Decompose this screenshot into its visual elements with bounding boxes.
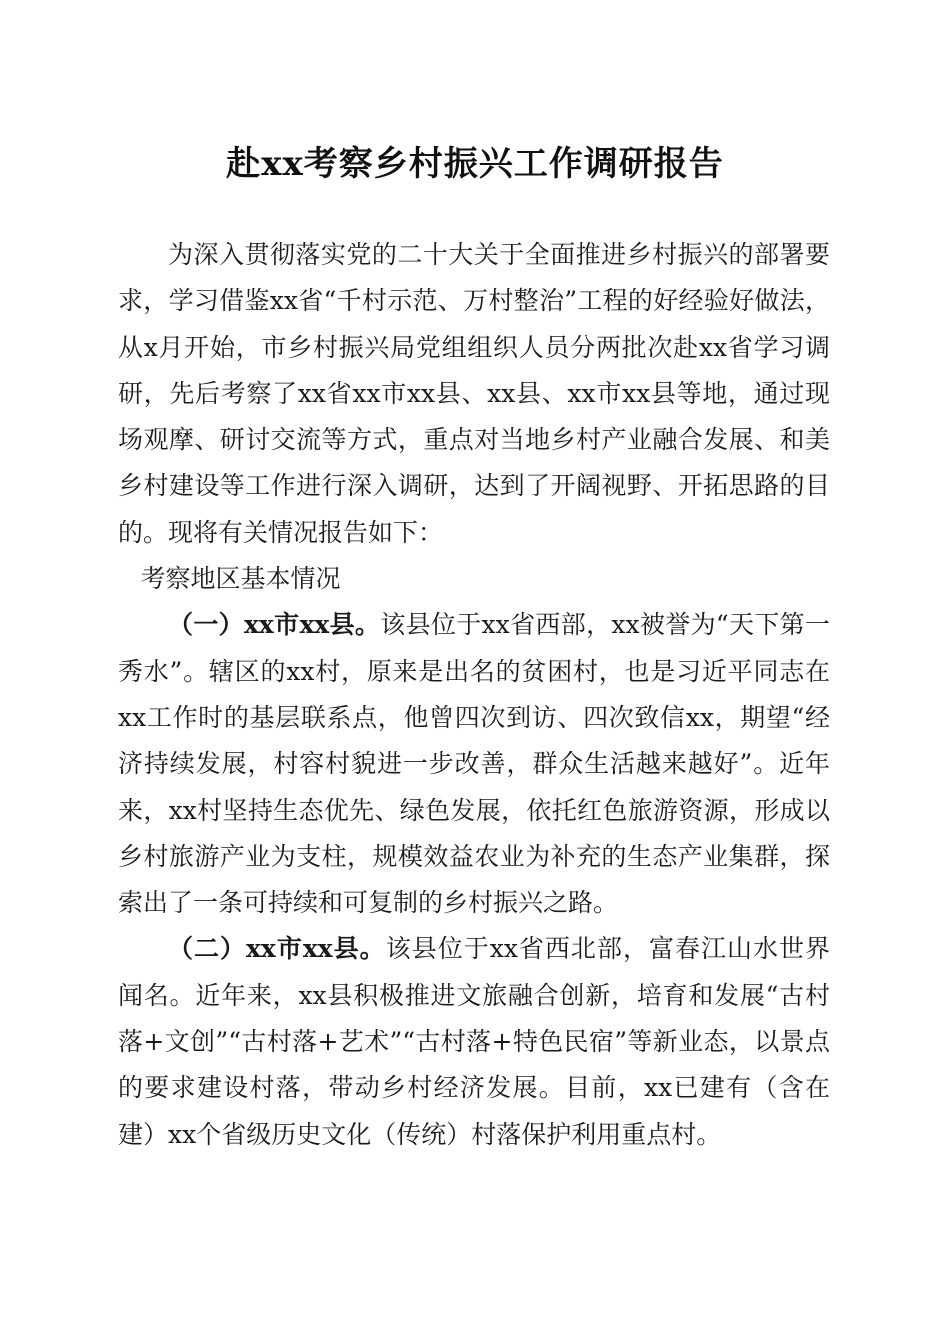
- item-1-lead: （一）xx市xx县。: [168, 610, 381, 640]
- document-title: 赴xx考察乡村振兴工作调研报告: [226, 144, 724, 184]
- section-heading: 考察地区基本情况: [140, 564, 341, 594]
- intro-paragraph: 为深入贯彻落实党的二十大关于全面推进乡村振兴的部署要求，学习借鉴xx省“千村示范、万村整治”工程的好经验好做法，从x月开始，市乡村振兴局党组组织人员分两批次赴xx省学习调研，先后考察了xx省xx市xx县、xx县、xx市xx县等地，通过现场观摩、研讨交流等方式，重点对当地乡村产业融合发展、和美乡村建设等工作进行深入调研，达到了开阔视野、开拓思路的目的。现将有关情况报告如下：: [118, 240, 830, 547]
- item-2-lead: （二）xx市xx县。: [168, 934, 386, 964]
- item-1-text: 该县位于xx省西部，xx被誉为“天下第一秀水”。辖区的xx村，原来是出名的贫困村，也是习近平同志在xx工作时的基层联系点，他曾四次到访、四次致信xx，期望“经济持续发展，村容村貌进一步改善，群众生活越来越好”。近年来，xx村坚持生态优先、绿色发展，依托红色旅游资源，形成以乡村旅游产业为支柱，规模效益农业为补充的生态产业集群，探索出了一条可持续和可复制的乡村振兴之路。: [118, 610, 830, 918]
- document-body: [118, 232, 830, 1158]
- item-2-text: 该县位于xx省西北部，富春江山水世界闻名。近年来，xx县积极推进文旅融合创新，培育和发展“古村落+文创”“古村落+艺术”“古村落+特色民宿”等新业态，以景点的要求建设村落，带动乡村经济发展。目前，xx已建有（含在建）xx个省级历史文化（传统）村落保护利用重点村。: [118, 934, 831, 1149]
- item-1-paragraph: [118, 602, 830, 926]
- item-2-paragraph: [118, 926, 830, 1157]
